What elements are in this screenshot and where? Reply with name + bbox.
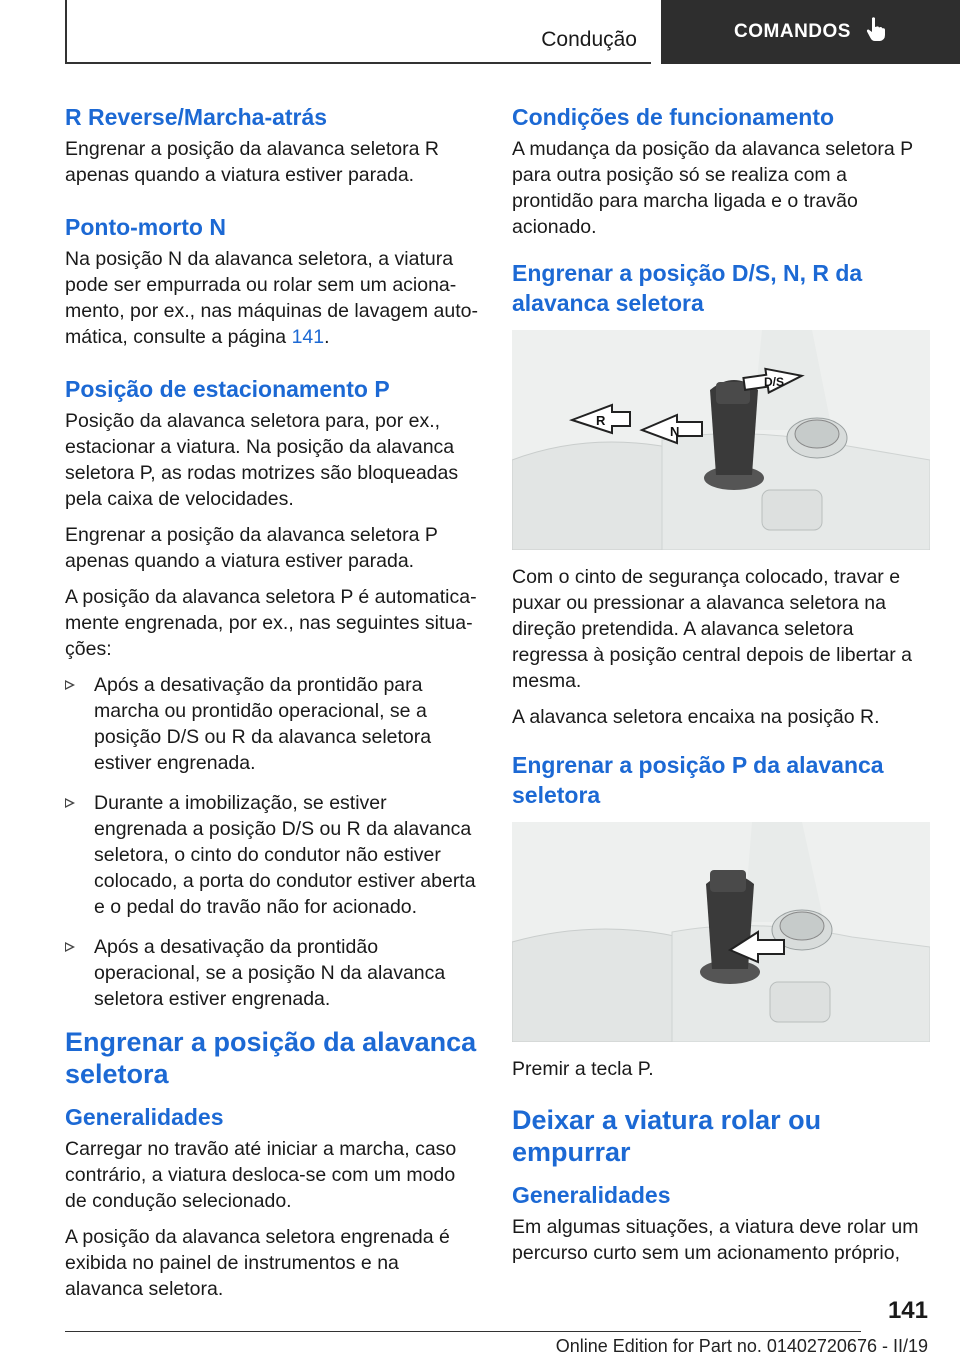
header-chapter-label: COMANDOS [734, 21, 851, 42]
fig-label-n: N [670, 424, 680, 439]
conditions-text: A mudança da posição da alavanca seletora P para outra posição só se realiza com a prontidão para marcha ligada e o travão acionado. [512, 138, 913, 238]
reverse-heading: R Reverse/Marcha-atrás [65, 104, 328, 130]
gear-selector-illustration-dsnr [512, 330, 930, 550]
right-column [512, 102, 930, 1276]
gear-selector-illustration-p [512, 822, 930, 1042]
roll-general-heading: Generalidades [512, 1182, 671, 1208]
triangle-bullet-icon [65, 798, 75, 808]
list-item [65, 672, 480, 776]
dsnr-text-1: Com o cinto de segurança colocado, travar e puxar ou pressionar a alavanca seletora na direção pretendida. A alavanca seletora regressa à posição central depois de libertar a mesma. [512, 566, 912, 692]
triangle-bullet-icon [65, 942, 75, 952]
neutral-text-b: . [324, 326, 330, 348]
footer-edition: Online Edition for Part no. 01402720676 - II/19 [555, 1336, 928, 1356]
page-number: 141 [887, 1297, 928, 1324]
header-divider [65, 0, 67, 64]
list-item [65, 934, 480, 1012]
header-section-title: Condução [541, 28, 637, 51]
dsnr-text-2: A alavanca seletora encaixa na posição R. [512, 706, 880, 728]
hand-pointer-icon [865, 16, 887, 48]
neutral-text-a: Na posição N da alavanca seletora, a viatura pode ser empurrada ou rolar sem um acionamento, por ex., nas máquinas de lavagem automática, consulte a página [65, 248, 478, 348]
general-text-1: Carregar no travão até iniciar a marcha, caso contrário, a viatura desloca-se com um modo de condução selecionado. [65, 1138, 457, 1212]
engage-heading: Engrenar a posição da alavanca seletora [65, 1027, 477, 1089]
park-text-3: A posição da alavanca seletora P é automaticamente engrenada, por ex., nas seguintes situações: [65, 586, 477, 660]
roll-text: Em algumas situações, a viatura deve rolar um percurso curto sem um acionamento próprio, [512, 1216, 919, 1264]
general-heading: Generalidades [65, 1104, 224, 1130]
park-heading: Posição de estacionamento P [65, 376, 390, 402]
left-column [65, 102, 480, 1312]
roll-heading: Deixar a viatura rolar ou empurrar [512, 1105, 822, 1167]
header-rule [65, 62, 651, 64]
neutral-heading: Ponto-morto N [65, 214, 226, 240]
page-link[interactable]: 141 [291, 326, 325, 348]
park-text-2: Engrenar a posição da alavanca seletora P apenas quando a viatura estiver parada. [65, 524, 438, 572]
bullet-text: Durante a imobilização, se estiver engrenada a posição D/S ou R da alavanca seletora, o cinto do condutor não estiver colocado, a porta do condutor estiver aberta e o pedal do travão não for acionado. [94, 792, 476, 918]
park-bullet-list [65, 672, 480, 1012]
triangle-bullet-icon [65, 680, 75, 690]
dsnr-heading: Engrenar a posição D/S, N, R da alavanca seletora [512, 260, 863, 316]
header-chapter-tab[interactable] [661, 0, 960, 64]
footer-rule [65, 1331, 861, 1332]
list-item [65, 790, 480, 920]
bullet-text: Após a desativação da prontidão para marcha ou prontidão operacional, se a posição D/S ou R da alavanca seletora estiver engrenada. [94, 674, 432, 774]
general-text-2: A posição da alavanca seletora engrenada é exibida no painel de instrumentos e na alavanca seletora. [65, 1226, 450, 1300]
fig-label-r: R [596, 413, 606, 428]
reverse-text: Engrenar a posição da alavanca seletora R apenas quando a viatura estiver parada. [65, 138, 439, 186]
fig-label-ds: D/S [764, 375, 785, 389]
bullet-text: Após a desativação da prontidão operacional, se a posição N da alavanca seletora estiver engrenada. [94, 936, 446, 1010]
p-heading: Engrenar a posição P da alavanca seletora [512, 752, 884, 808]
p-text: Premir a tecla P. [512, 1058, 654, 1080]
neutral-text [65, 246, 480, 350]
conditions-heading: Condições de funcionamento [512, 104, 835, 130]
park-text-1: Posição da alavanca seletora para, por ex., estacionar a viatura. Na posição da alavanca seletora P, as rodas motrizes são bloqueadas pela caixa de velocidades. [65, 410, 459, 510]
